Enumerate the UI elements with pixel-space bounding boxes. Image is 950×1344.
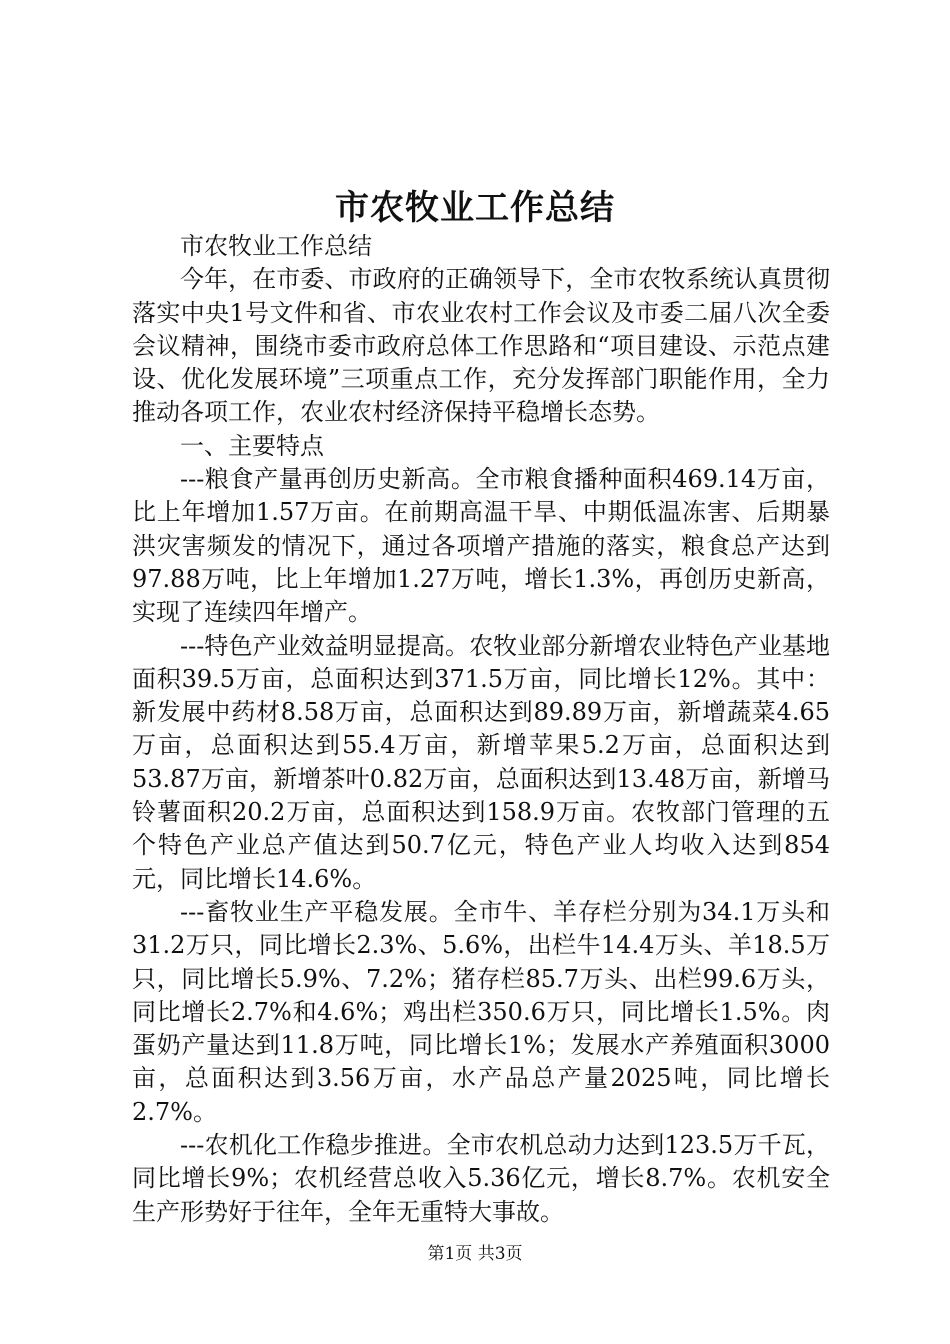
paragraph-specialty: ---特色产业效益明显提高。农牧业部分新增农业特色产业基地面积39.5万亩，总面积达到371.5万亩，同比增长12%。其中：新发展中药材8.58万亩，总面积达到89.89万亩，新增蔬菜4.65万亩，总面积达到55.4万亩，新增苹果5.2万亩，总面积达到53.87万亩，新增茶叶0.82万亩，总面积达到13.48万亩，新增马铃薯面积20.2万亩，总面积达到158.9万亩。农牧部门管理的五个特色产业总产值达到50.7亿元，特色产业人均收入达到854元，同比增长14.6%。: [132, 631, 830, 893]
paragraph-livestock: ---畜牧业生产平稳发展。全市牛、羊存栏分别为34.1万头和31.2万只，同比增长2.3%、5.6%，出栏牛14.4万头、羊18.5万只，同比增长5.9%、7.2%；猪存栏85.7万头、出栏99.6万头，同比增长2.7%和4.6%；鸡出栏350.6万只，同比增长1.5%。肉蛋奶产量达到11.8万吨，同比增长1%；发展水产养殖面积3000亩，总面积达到3.56万亩，水产品总产量2025吨，同比增长2.7%。: [132, 897, 830, 1126]
paragraph-heading: 市农牧业工作总结: [180, 232, 372, 260]
section-heading: 一、主要特点: [180, 431, 324, 460]
page-footer: 第1页 共3页: [427, 1244, 523, 1264]
paragraph-intro: 今年，在市委、市政府的正确领导下，全市农牧系统认真贯彻落实中央1号文件和省、市农业农村工作会议及市委二届八次全委会议精神，围绕市委市政府总体工作思路和“项目建设、示范点建设、优化发展环境”三项重点工作，充分发挥部门职能作用，全力推动各项工作，农业农村经济保持平稳增长态势。: [132, 265, 830, 427]
paragraph-grain: ---粮食产量再创历史新高。全市粮食播种面积469.14万亩，比上年增加1.57万亩。在前期高温干旱、中期低温冻害、后期暴洪灾害频发的情况下，通过各项增产措施的落实，粮食总产达到97.88万吨，比上年增加1.27万吨，增长1.3%，再创历史新高，实现了连续四年增产。: [132, 465, 830, 627]
document-title: 市农牧业工作总结: [335, 188, 615, 228]
document-body: [132, 230, 830, 1229]
paragraph-machinery: ---农机化工作稳步推进。全市农机总动力达到123.5万千瓦，同比增长9%；农机经营总收入5.36亿元，增长8.7%。农机安全生产形势好于往年，全年无重特大事故。: [132, 1131, 830, 1226]
